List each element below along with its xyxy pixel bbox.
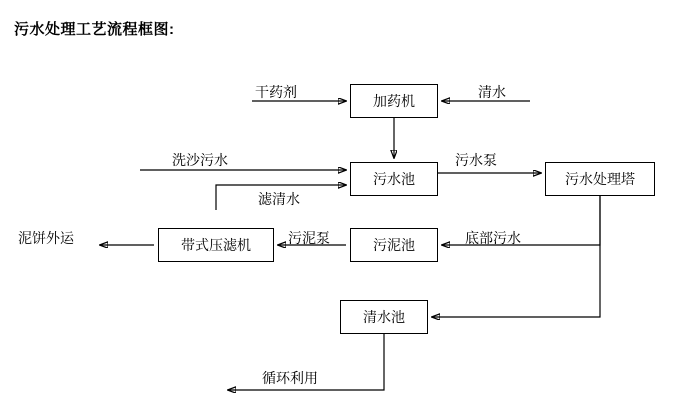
label-bottom-sewage: 底部污水 [465,230,521,246]
page-title: 污水处理工艺流程框图: [14,21,175,38]
box-label: 污水处理塔 [565,171,635,187]
label-clean-water-in: 清水 [478,84,506,100]
label-mud-cake-outbound: 泥饼外运 [18,230,74,246]
box-label: 污水池 [373,171,415,187]
box-sewage-treatment-tower[interactable] [545,162,655,196]
box-label: 清水池 [363,309,405,325]
label-sand-washing-sewage: 洗沙污水 [172,152,228,168]
label-recycle-use: 循环利用 [262,370,318,386]
box-belt-filter-press[interactable] [158,228,274,262]
label-sludge-pump: 污泥泵 [288,230,330,246]
box-clean-water-pool[interactable] [340,300,428,334]
box-sludge-pool[interactable] [350,228,438,262]
box-label: 污泥池 [373,237,415,253]
box-label: 加药机 [373,93,415,109]
box-label: 带式压滤机 [181,237,251,253]
label-dry-agent: 干药剂 [255,84,297,100]
box-sewage-pool[interactable] [350,162,438,196]
label-sewage-pump: 污水泵 [455,152,497,168]
box-dosing-machine[interactable] [350,84,438,118]
label-filtrate-clear-water: 滤清水 [258,191,300,207]
